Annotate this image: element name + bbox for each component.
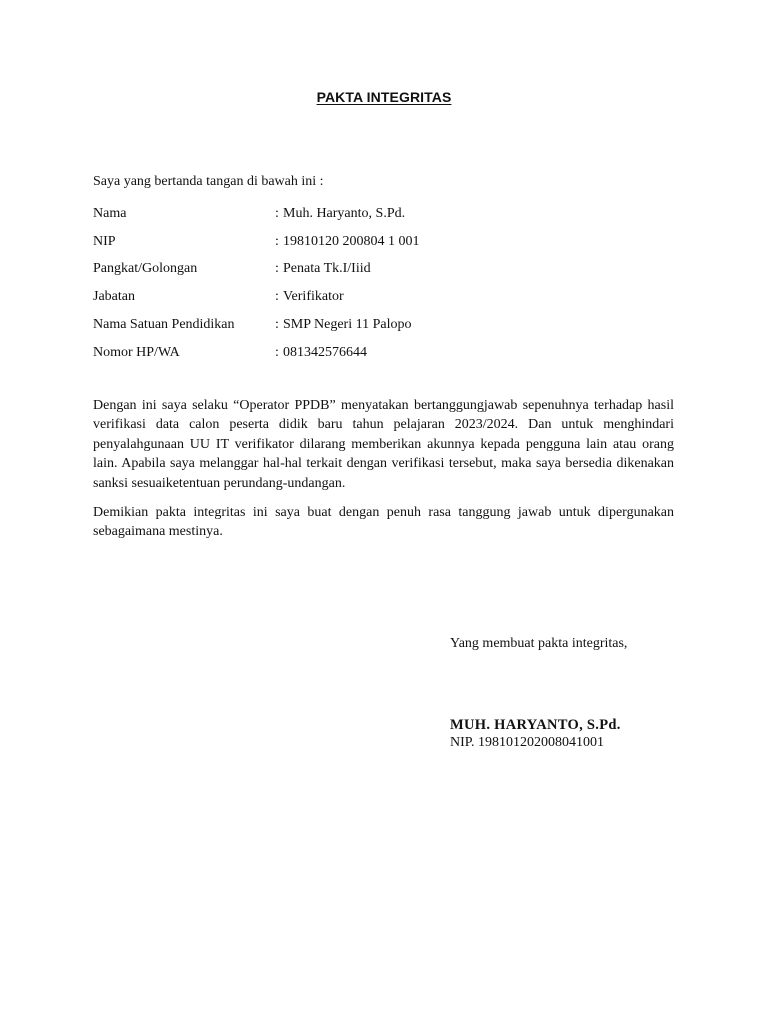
field-row-nomor-hp [93,339,683,367]
field-label: Nama Satuan Pendidikan [93,317,235,333]
field-row-jabatan [93,283,683,311]
field-value: Penata Tk.I/Iiid [283,261,371,277]
field-value: 19810120 200804 1 001 [283,233,420,249]
field-colon: : [275,205,279,221]
signature-block [450,634,750,752]
field-colon: : [275,289,279,305]
field-colon: : [275,344,279,360]
field-label: NIP [93,233,116,249]
field-value: Verifikator [283,289,344,305]
signature-closing: Yang membuat pakta integritas, [450,636,628,651]
page-title: PAKTA INTEGRITAS [316,89,452,105]
field-value: 081342576644 [283,344,367,360]
field-value: Muh. Haryanto, S.Pd. [283,205,406,221]
field-value: SMP Negeri 11 Palopo [283,317,412,333]
closing-paragraph: Demikian pakta integritas ini saya buat dengan penuh rasa tanggung jawab untuk dipergunakan sebagaimana mestinya. [93,505,674,540]
field-label: Nama [93,205,127,221]
intro-text: Saya yang bertanda tangan di bawah ini : [93,174,324,189]
field-colon: : [275,261,279,277]
identity-fields [93,200,683,367]
field-label: Jabatan [93,289,135,305]
field-row-satuan-pendidikan [93,311,683,339]
field-label: Pangkat/Golongan [93,261,198,277]
signer-name: MUH. HARYANTO, S.Pd. [450,717,621,733]
field-row-pangkat [93,256,683,284]
field-colon: : [275,317,279,333]
signer-nip: NIP. 198101202008041001 [450,735,605,750]
field-label: Nomor HP/WA [93,344,180,360]
field-row-nip [93,228,683,256]
field-colon: : [275,233,279,249]
statement-paragraph: Dengan ini saya selaku “Operator PPDB” menyatakan bertanggungjawab sepenuhnya terhadap hasil verifikasi data calon peserta didik baru tahun pelajaran 2023/2024. Dan untuk menghindari penyalahgunaan UU IT verifikator dilarang memberikan akunnya kepada pengguna lain atau orang lain. Apabila saya melanggar hal-hal terkait dengan verifikasi tersebut, maka saya bersedia dikenakan sanksi sesuaiketentuan perundang-undangan. [93,398,674,491]
field-row-nama [93,200,683,228]
